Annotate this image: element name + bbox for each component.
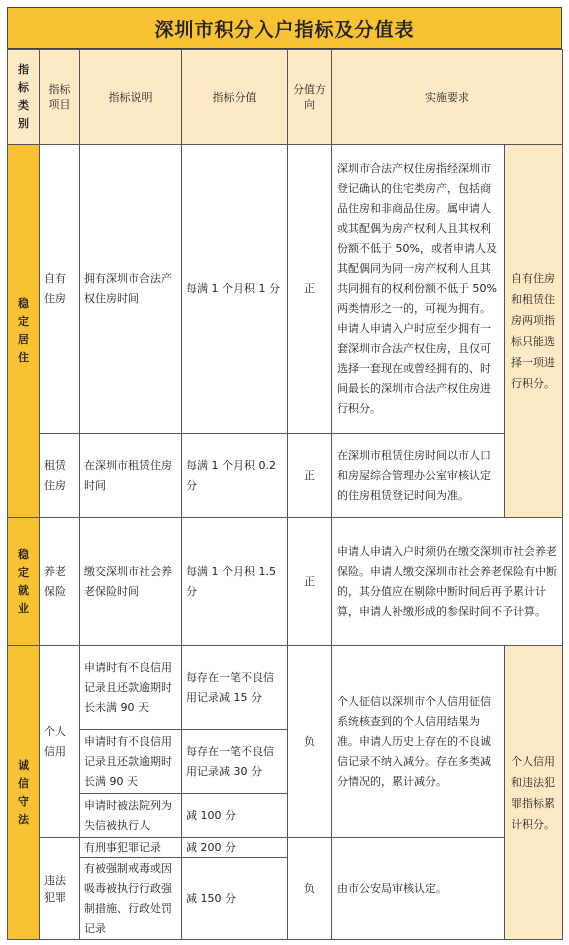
item-credit: 个人信用: [40, 646, 80, 838]
table-row-rented-housing: [8, 434, 563, 518]
score-credit-2: 每存在一笔不良信用记录减 30 分: [182, 730, 288, 794]
header-description: 指标说明: [80, 50, 182, 145]
category-integrity: 诚信守法: [8, 646, 40, 940]
header-score: 指标分值: [182, 50, 288, 145]
score-rented-housing: 每满 1 个月积 0.2 分: [182, 434, 288, 518]
table-row-owned-housing: [8, 145, 563, 434]
desc-owned-housing: 拥有深圳市合法产权住房时间: [80, 145, 182, 434]
item-crime: 违法犯罪: [40, 838, 80, 940]
desc-credit-3: 申请时被法院列为失信被执行人: [80, 794, 182, 838]
category-housing: 稳定居住: [8, 145, 40, 518]
desc-rented-housing: 在深圳市租赁住房时间: [80, 434, 182, 518]
table-row-pension: [8, 518, 563, 646]
header-category: 指标类别: [8, 50, 40, 145]
desc-credit-2: 申请时有不良信用记录且还款逾期时长满 90 天: [80, 730, 182, 794]
header-direction: 分值方向: [288, 50, 332, 145]
requirement-rented-housing: 在深圳市租赁住房时间以市人口和房屋综合管理办公室审核认定的住房租赁登记时间为准。: [332, 434, 505, 518]
requirement-crime: 由市公安局审核认定。: [332, 838, 505, 940]
table-row-credit-1: [8, 646, 563, 730]
desc-crime-2: 有被强制戒毒或因吸毒被执行行政强制措施、行政处罚记录: [80, 858, 182, 940]
item-rented-housing: 租赁住房: [40, 434, 80, 518]
item-owned-housing: 自有住房: [40, 145, 80, 434]
category-employment: 稳定就业: [8, 518, 40, 646]
page-title: 深圳市积分入户指标及分值表: [7, 7, 562, 49]
item-pension: 养老保险: [40, 518, 80, 646]
desc-pension: 缴交深圳市社会养老保险时间: [80, 518, 182, 646]
score-credit-1: 每存在一笔不良信用记录减 15 分: [182, 646, 288, 730]
desc-crime-1: 有刑事犯罪记录: [80, 838, 182, 858]
note-integrity: 个人信用和违法犯罪指标累计积分。: [505, 646, 563, 940]
table-row-crime-1: [8, 838, 563, 858]
score-crime-2: 减 150 分: [182, 858, 288, 940]
score-table-sheet: [7, 7, 562, 939]
note-housing: 自有住房和租赁住房两项指标只能选择一项进行积分。: [505, 145, 563, 518]
score-credit-3: 减 100 分: [182, 794, 288, 838]
score-owned-housing: 每满 1 个月积 1 分: [182, 145, 288, 434]
direction-owned-housing: 正: [288, 145, 332, 434]
desc-credit-1: 申请时有不良信用记录且还款逾期时长未满 90 天: [80, 646, 182, 730]
score-pension: 每满 1 个月积 1.5 分: [182, 518, 288, 646]
header-requirement: 实施要求: [332, 50, 563, 145]
direction-crime: 负: [288, 838, 332, 940]
direction-pension: 正: [288, 518, 332, 646]
requirement-credit: 个人征信以深圳市个人信用征信系统核查到的个人信用结果为准。申请人历史上存在的不良诚信记录不纳入减分。存在多类减分情况的，累计减分。: [332, 646, 505, 838]
header-row: [8, 50, 563, 145]
requirement-pension: 申请人申请入户时须仍在缴交深圳市社会养老保险。申请人缴交深圳市社会养老保险有中断的，其分值应在剔除中断时间后再予累计计算，申请人补缴形成的参保时间不予计算。: [332, 518, 563, 646]
requirement-owned-housing: 深圳市合法产权住房指经深圳市登记确认的住宅类房产，包括商品住房和非商品住房。属申请人或其配偶为房产权利人且其权利份额不低于 50%，或者申请人及其配偶同为同一房产权利人且其共同拥有的权利份额不低于 50%两类情形之一的，可视为拥有。申请人申请入户时应至少拥有一套深圳市合法产权住房，且仅可选择一套现在或曾经拥有的、时间最长的深圳市合法产权住房进行积分。: [332, 145, 505, 434]
score-crime-1: 减 200 分: [182, 838, 288, 858]
score-table: [7, 49, 563, 940]
direction-rented-housing: 正: [288, 434, 332, 518]
direction-credit: 负: [288, 646, 332, 838]
header-item: 指标项目: [40, 50, 80, 145]
